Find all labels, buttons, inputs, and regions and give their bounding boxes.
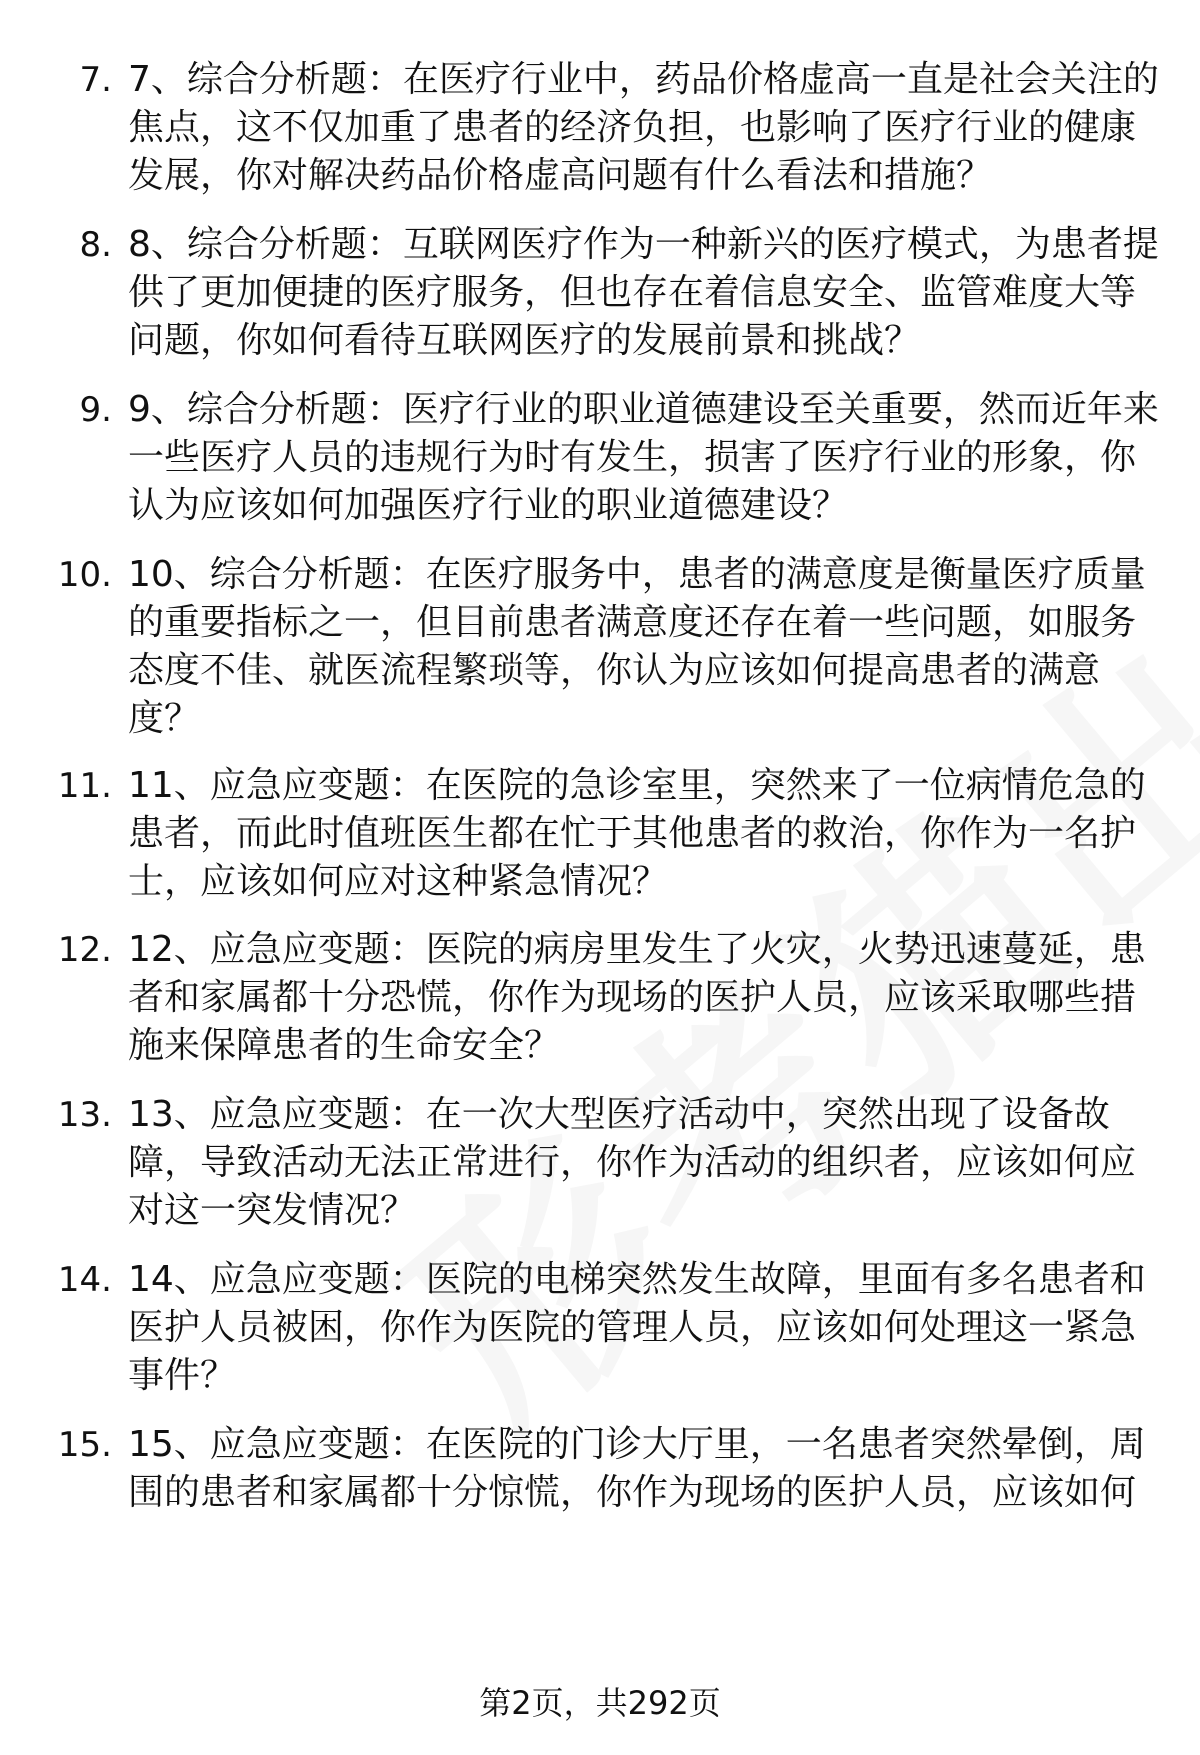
question-text: 9、综合分析题：医疗行业的职业道德建设至关重要，然而近年来一些医疗人员的违规行为时有发生，损害了医疗行业的形象，你认为应该如何加强医疗行业的职业道德建设？ <box>128 389 1159 526</box>
question-number: 13. <box>57 1095 112 1135</box>
question-number: 11. <box>57 766 112 806</box>
question-text: 15、应急应变题：在医院的门诊大厅里，一名患者突然晕倒，周围的患者和家属都十分惊慌，你作为现场的医护人员，应该如何 <box>128 1424 1146 1513</box>
question-number: 12. <box>57 930 112 970</box>
question-number: 14. <box>57 1260 112 1300</box>
question-text: 8、综合分析题：互联网医疗作为一种新兴的医疗模式，为患者提供了更加便捷的医疗服务，但也存在着信息安全、监管难度大等问题，你如何看待互联网医疗的发展前景和挑战？ <box>128 224 1159 361</box>
question-text: 13、应急应变题：在一次大型医疗活动中，突然出现了设备故障，导致活动无法正常进行，你作为活动的组织者，应该如何应对这一突发情况？ <box>128 1094 1137 1231</box>
question-text: 10、综合分析题：在医疗服务中，患者的满意度是衡量医疗质量的重要指标之一，但目前患者满意度还存在着一些问题，如服务态度不佳、就医流程繁琐等，你认为应该如何提高患者的满意度？ <box>128 554 1146 739</box>
question-text: 7、综合分析题：在医疗行业中，药品价格虚高一直是社会关注的焦点，这不仅加重了患者的经济负担，也影响了医疗行业的健康发展，你对解决药品价格虚高问题有什么看法和措施？ <box>128 59 1159 196</box>
page-number: 第2页，共292页 <box>479 1684 721 1722</box>
question-number: 8. <box>79 225 112 265</box>
question-number: 7. <box>79 60 112 100</box>
question-text: 12、应急应变题：医院的病房里发生了火灾，火势迅速蔓延，患者和家属都十分恐慌，你作为现场的医护人员，应该采取哪些措施来保障患者的生命安全？ <box>128 929 1146 1066</box>
question-number: 10. <box>57 555 112 595</box>
question-number: 9. <box>79 390 112 430</box>
question-text: 14、应急应变题：医院的电梯突然发生故障，里面有多名患者和医护人员被困，你作为医院的管理人员，应该如何处理这一紧急事件？ <box>128 1259 1146 1396</box>
question-number: 15. <box>57 1425 112 1465</box>
question-text: 11、应急应变题：在医院的急诊室里，突然来了一位病情危急的患者，而此时值班医生都在忙于其他患者的救治，你作为一名护士，应该如何应对这种紧急情况？ <box>128 765 1146 902</box>
